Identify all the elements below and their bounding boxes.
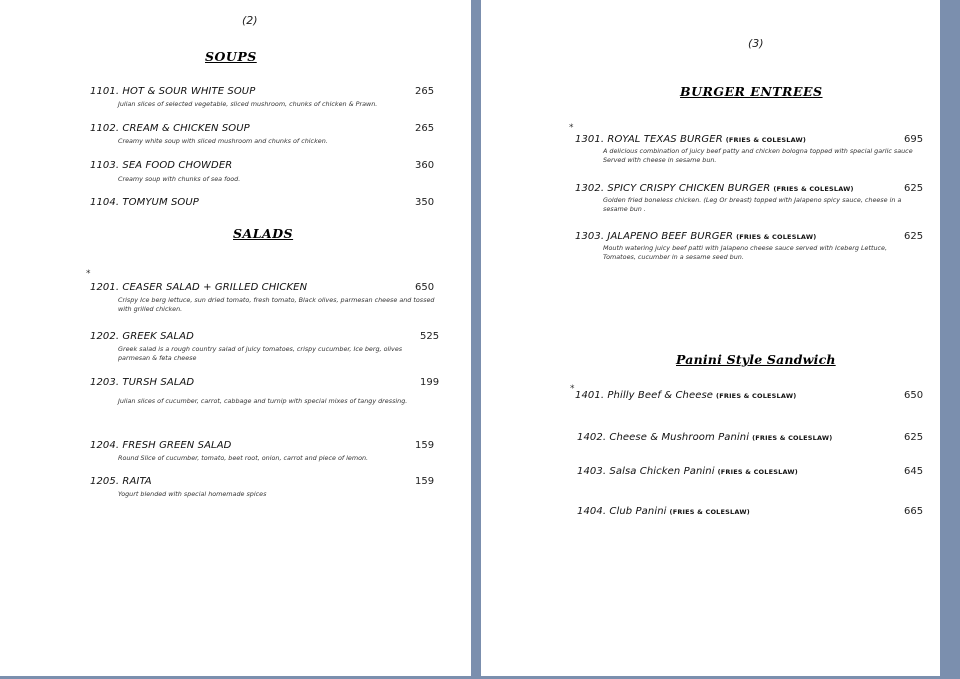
menu-page-left [0, 0, 471, 676]
menu-item-price: 360 [415, 160, 435, 171]
menu-item-price: 159 [415, 440, 435, 451]
menu-item-price: 350 [415, 197, 435, 208]
page-number: (2) [242, 14, 258, 27]
page-number: (3) [748, 37, 764, 50]
menu-item-price: 265 [415, 86, 435, 97]
menu-item-name: 1201. CEASER SALAD + GRILLED CHICKEN [90, 282, 308, 293]
star-icon: * [569, 123, 574, 133]
menu-item-name: 1202. GREEK SALAD [90, 331, 194, 342]
menu-item-name: 1302. SPICY CRISPY CHICKEN BURGER (FRIES & COLESLAW) [575, 183, 854, 194]
menu-item-description: Creamy soup with chunks of sea food. [118, 175, 241, 183]
menu-item-price: 265 [415, 123, 435, 134]
menu-item-description: Round Slice of cucumber, tomato, beet root, onion, carrot and piece of lemon. [118, 454, 369, 462]
menu-item-price: 645 [904, 466, 924, 477]
menu-item-description: Yogurt blended with special homemade spices [118, 490, 267, 498]
panini-heading: Panini Style Sandwich [676, 352, 836, 367]
menu-item-price: 625 [904, 183, 924, 194]
menu-item-description: Greek salad is a rough country salad of juicy tomatoes, crispy cucumber, Ice berg, olives parmesan & feta cheese [118, 345, 403, 362]
menu-item-price: 650 [415, 282, 435, 293]
menu-item-price: 625 [904, 432, 924, 443]
menu-item-name: 1301. ROYAL TEXAS BURGER (FRIES & COLESLAW) [575, 134, 807, 145]
burger-entrees-heading: BURGER ENTREES [680, 84, 823, 99]
menu-item-name: 1104. TOMYUM SOUP [90, 197, 199, 208]
menu-item-name: 1404. Club Panini (FRIES & COLESLAW) [577, 506, 750, 517]
star-icon: * [570, 384, 575, 394]
menu-item-name: 1303. JALAPENO BEEF BURGER (FRIES & COLESLAW) [575, 231, 817, 242]
menu-item-description: A delicious combination of juicy beef patty and chicken bologna topped with special garlic sauce Served with cheese in sesame bun. [603, 147, 913, 164]
menu-item-description: Mouth watering juicy beef patti with Jalapeno cheese sauce served with Iceberg Lettuce, Tomatoes, cucumber in a sesame seed bun. [603, 244, 888, 261]
menu-item-name: 1101. HOT & SOUR WHITE SOUP [90, 86, 256, 97]
menu-item-name: 1102. CREAM & CHICKEN SOUP [90, 123, 250, 134]
menu-item-description: Crispy Ice berg lettuce, sun dried tomato, fresh tomato, Black olives, parmesan cheese and tossed with grilled chicken. [118, 296, 435, 313]
menu-item-name: 1203. TURSH SALAD [90, 377, 195, 388]
menu-item-name: 1204. FRESH GREEN SALAD [90, 440, 232, 451]
menu-item-description: Julian slices of cucumber, carrot, cabbage and turnip with special mixes of tangy dressing. [118, 397, 408, 405]
star-icon: * [86, 269, 91, 279]
menu-item-description: Golden fried boneless chicken. (Leg Or breast) topped with Jalapeno spicy sauce, cheese in a sesame bun . [603, 196, 902, 213]
menu-item-price: 650 [904, 390, 924, 401]
menu-item-price: 159 [415, 476, 435, 487]
menu-page-right [481, 0, 940, 676]
salads-heading: SALADS [233, 226, 294, 241]
menu-item-description: Julian slices of selected vegetable, sliced mushroom, chunks of chicken & Prawn. [118, 100, 378, 108]
menu-item-price: 199 [420, 377, 440, 388]
menu-item-price: 625 [904, 231, 924, 242]
menu-item-description: Creamy white soup with sliced mushroom and chunks of chicken. [118, 137, 328, 145]
menu-item-name: 1401. Philly Beef & Cheese (FRIES & COLESLAW) [575, 390, 797, 401]
menu-item-price: 525 [420, 331, 440, 342]
menu-item-name: 1403. Salsa Chicken Panini (FRIES & COLESLAW) [577, 466, 798, 477]
menu-item-name: 1103. SEA FOOD CHOWDER [90, 160, 233, 171]
soups-heading: SOUPS [205, 49, 257, 64]
menu-item-name: 1205. RAITA [90, 476, 152, 487]
menu-item-name: 1402. Cheese & Mushroom Panini (FRIES & COLESLAW) [577, 432, 833, 443]
menu-item-price: 665 [904, 506, 924, 517]
menu-item-price: 695 [904, 134, 924, 145]
